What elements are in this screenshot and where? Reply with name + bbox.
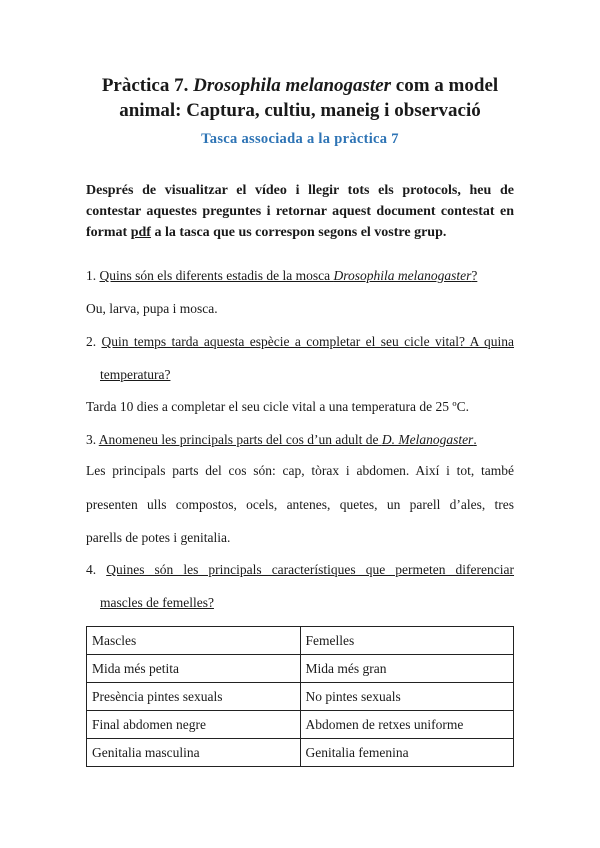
question-4-line-2: mascles de femelles?: [100, 595, 214, 610]
answer-3-line-1: Les principals parts del cos són: cap, tòrax i abdomen. Així i tot, també: [86, 463, 514, 478]
table-cell: Final abdomen negre: [87, 711, 301, 739]
table-cell: Abdomen de retxes uniforme: [300, 711, 514, 739]
question-1: 1. Quins són els diferents estadis de la mosca Drosophila melanogaster?: [86, 268, 478, 283]
answer-2: Tarda 10 dies a completar el seu cicle vital a una temperatura de 25 ºC.: [86, 399, 469, 414]
title-line-1: Pràctica 7. Drosophila melanogaster com a model: [101, 75, 499, 96]
table-header-cell: Mascles: [87, 627, 301, 655]
question-2-line-1: 2. Quin temps tarda aquesta espècie a completar el seu cicle vital? A quina: [86, 334, 514, 349]
table-cell: Mida més gran: [300, 655, 514, 683]
table-row: [87, 655, 514, 683]
table-row: [87, 711, 514, 739]
table-row: [87, 739, 514, 767]
instructions-paragraph: Després de visualitzar el vídeo i llegir tots els protocols, heu de contestar aquestes preguntes i retornar aquest document contestat en format pdf a la tasca que us correspon segons el vostre grup.: [86, 183, 514, 240]
table-cell: Presència pintes sexuals: [87, 683, 301, 711]
table-cell: Genitalia femenina: [300, 739, 514, 767]
table-cell: Genitalia masculina: [87, 739, 301, 767]
page-subtitle: Tasca associada a la pràctica 7: [201, 131, 399, 147]
species-name: Drosophila melanogaster: [193, 75, 392, 96]
question-3: 3. Anomeneu les principals parts del cos d’un adult de D. Melanogaster.: [86, 432, 477, 447]
pdf-keyword: pdf: [130, 225, 151, 240]
table-row: [87, 683, 514, 711]
table-header-cell: Femelles: [300, 627, 514, 655]
answer-3-line-3: parells de potes i genitalia.: [86, 530, 231, 545]
answer-1: Ou, larva, pupa i mosca.: [86, 301, 218, 316]
title-line-2: animal: Captura, cultiu, maneig i observació: [119, 100, 481, 121]
question-4-line-1: 4. Quines són les principals característiques que permeten diferenciar: [86, 562, 515, 577]
answer-3-line-2: presenten ulls compostos, ocels, antenes, quetes, un parell d’ales, tres: [86, 497, 514, 512]
table-header-row: [87, 627, 514, 655]
page-title: [60, 73, 540, 123]
table-cell: No pintes sexuals: [300, 683, 514, 711]
question-2-line-2: temperatura?: [100, 367, 171, 382]
table-cell: Mida més petita: [87, 655, 301, 683]
traits-table: [86, 626, 514, 767]
